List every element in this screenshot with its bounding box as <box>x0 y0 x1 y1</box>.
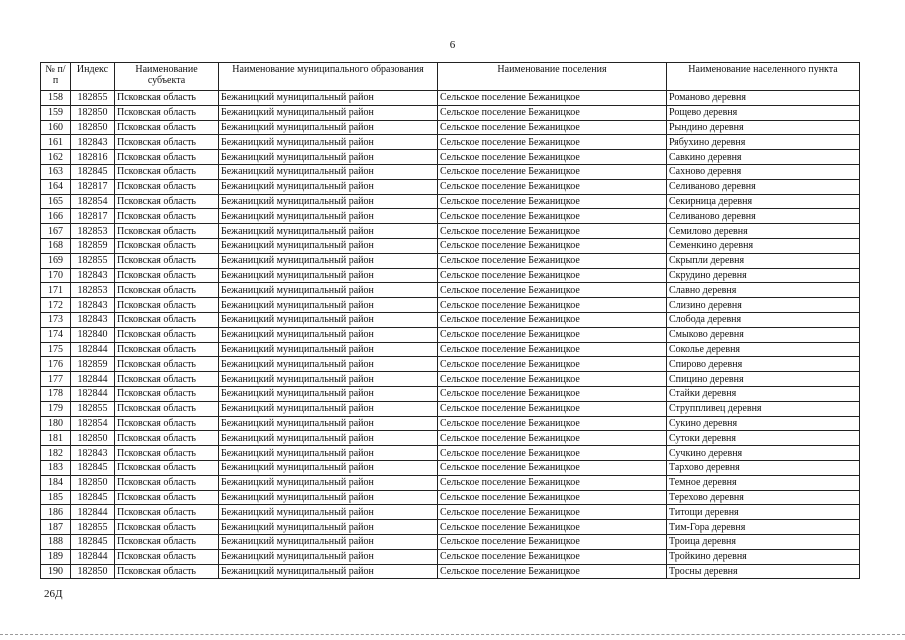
cell-index: 182844 <box>71 549 115 564</box>
header-municipal: Наименование муниципального образования <box>219 63 438 91</box>
cell-municipal: Бежаницкий муниципальный район <box>219 224 438 239</box>
cell-subject: Псковская область <box>115 386 219 401</box>
cell-subject: Псковская область <box>115 564 219 579</box>
cell-locality: Семилово деревня <box>667 224 860 239</box>
cell-index: 182845 <box>71 534 115 549</box>
cell-municipal: Бежаницкий муниципальный район <box>219 327 438 342</box>
cell-subject: Псковская область <box>115 179 219 194</box>
cell-locality: Секирница деревня <box>667 194 860 209</box>
cell-subject: Псковская область <box>115 238 219 253</box>
cell-settlement: Сельское поселение Бежаницкое <box>438 490 667 505</box>
table-row <box>41 357 860 372</box>
cell-locality: Тройкино деревня <box>667 549 860 564</box>
cell-settlement: Сельское поселение Бежаницкое <box>438 298 667 313</box>
cell-subject: Псковская область <box>115 209 219 224</box>
cell-subject: Псковская область <box>115 253 219 268</box>
cell-index: 182816 <box>71 150 115 165</box>
cell-index: 182855 <box>71 401 115 416</box>
header-settlement: Наименование поселения <box>438 63 667 91</box>
cell-settlement: Сельское поселение Бежаницкое <box>438 460 667 475</box>
cell-settlement: Сельское поселение Бежаницкое <box>438 520 667 535</box>
cell-settlement: Сельское поселение Бежаницкое <box>438 238 667 253</box>
cell-num: 183 <box>41 460 71 475</box>
cell-num: 160 <box>41 120 71 135</box>
cell-index: 182840 <box>71 327 115 342</box>
cell-municipal: Бежаницкий муниципальный район <box>219 298 438 313</box>
cell-num: 166 <box>41 209 71 224</box>
page-number: 6 <box>449 39 456 51</box>
table-row <box>41 253 860 268</box>
cell-municipal: Бежаницкий муниципальный район <box>219 268 438 283</box>
cell-municipal: Бежаницкий муниципальный район <box>219 283 438 298</box>
cell-settlement: Сельское поселение Бежаницкое <box>438 194 667 209</box>
table-row <box>41 372 860 387</box>
table-row <box>41 91 860 106</box>
cell-settlement: Сельское поселение Бежаницкое <box>438 549 667 564</box>
table-row <box>41 416 860 431</box>
cell-municipal: Бежаницкий муниципальный район <box>219 460 438 475</box>
cell-index: 182844 <box>71 372 115 387</box>
cell-municipal: Бежаницкий муниципальный район <box>219 416 438 431</box>
cell-locality: Сутоки деревня <box>667 431 860 446</box>
cell-subject: Псковская область <box>115 283 219 298</box>
cell-settlement: Сельское поселение Бежаницкое <box>438 150 667 165</box>
cell-settlement: Сельское поселение Бежаницкое <box>438 431 667 446</box>
cell-settlement: Сельское поселение Бежаницкое <box>438 253 667 268</box>
cell-subject: Псковская область <box>115 312 219 327</box>
cell-index: 182855 <box>71 253 115 268</box>
cell-locality: Славно деревня <box>667 283 860 298</box>
cell-settlement: Сельское поселение Бежаницкое <box>438 120 667 135</box>
cell-index: 182854 <box>71 194 115 209</box>
table-row <box>41 505 860 520</box>
cell-settlement: Сельское поселение Бежаницкое <box>438 342 667 357</box>
header-num: № п/п <box>41 63 71 91</box>
cell-locality: Рябухино деревня <box>667 135 860 150</box>
table-row <box>41 164 860 179</box>
cell-subject: Псковская область <box>115 268 219 283</box>
cell-index: 182843 <box>71 135 115 150</box>
cell-index: 182850 <box>71 431 115 446</box>
cell-municipal: Бежаницкий муниципальный район <box>219 534 438 549</box>
cell-num: 158 <box>41 91 71 106</box>
table-row <box>41 490 860 505</box>
table-row <box>41 150 860 165</box>
cell-index: 182844 <box>71 505 115 520</box>
table-row <box>41 298 860 313</box>
cell-num: 170 <box>41 268 71 283</box>
cell-index: 182850 <box>71 475 115 490</box>
cell-locality: Скрудино деревня <box>667 268 860 283</box>
table-row <box>41 446 860 461</box>
table-row <box>41 105 860 120</box>
cell-subject: Псковская область <box>115 342 219 357</box>
table-row <box>41 209 860 224</box>
cell-num: 171 <box>41 283 71 298</box>
cell-municipal: Бежаницкий муниципальный район <box>219 446 438 461</box>
cell-num: 187 <box>41 520 71 535</box>
cell-num: 172 <box>41 298 71 313</box>
cell-locality: Тросны деревня <box>667 564 860 579</box>
cell-municipal: Бежаницкий муниципальный район <box>219 150 438 165</box>
cell-subject: Псковская область <box>115 224 219 239</box>
cell-subject: Псковская область <box>115 401 219 416</box>
cell-index: 182845 <box>71 164 115 179</box>
cell-subject: Псковская область <box>115 105 219 120</box>
cell-index: 182859 <box>71 238 115 253</box>
table-row <box>41 460 860 475</box>
cell-num: 168 <box>41 238 71 253</box>
footer-code: 26Д <box>44 588 63 600</box>
cell-num: 169 <box>41 253 71 268</box>
table-row <box>41 534 860 549</box>
table-row <box>41 564 860 579</box>
table-row <box>41 179 860 194</box>
table-row <box>41 268 860 283</box>
cell-municipal: Бежаницкий муниципальный район <box>219 372 438 387</box>
cell-locality: Стайки деревня <box>667 386 860 401</box>
cell-settlement: Сельское поселение Бежаницкое <box>438 564 667 579</box>
cell-municipal: Бежаницкий муниципальный район <box>219 386 438 401</box>
header-locality: Наименование населенного пункта <box>667 63 860 91</box>
cell-municipal: Бежаницкий муниципальный район <box>219 505 438 520</box>
table-row <box>41 475 860 490</box>
cell-settlement: Сельское поселение Бежаницкое <box>438 534 667 549</box>
cell-settlement: Сельское поселение Бежаницкое <box>438 105 667 120</box>
cell-municipal: Бежаницкий муниципальный район <box>219 91 438 106</box>
cell-subject: Псковская область <box>115 327 219 342</box>
table-row <box>41 401 860 416</box>
cell-num: 180 <box>41 416 71 431</box>
cell-index: 182845 <box>71 490 115 505</box>
cell-index: 182844 <box>71 342 115 357</box>
cell-index: 182853 <box>71 224 115 239</box>
cell-subject: Псковская область <box>115 446 219 461</box>
cell-num: 175 <box>41 342 71 357</box>
cell-index: 182843 <box>71 446 115 461</box>
cell-num: 165 <box>41 194 71 209</box>
cell-locality: Терехово деревня <box>667 490 860 505</box>
table-row <box>41 194 860 209</box>
cell-municipal: Бежаницкий муниципальный район <box>219 105 438 120</box>
cell-subject: Псковская область <box>115 150 219 165</box>
table-row <box>41 312 860 327</box>
scan-edge-line <box>0 634 905 635</box>
cell-locality: Савкино деревня <box>667 150 860 165</box>
cell-municipal: Бежаницкий муниципальный район <box>219 120 438 135</box>
cell-municipal: Бежаницкий муниципальный район <box>219 520 438 535</box>
table-row <box>41 135 860 150</box>
cell-num: 167 <box>41 224 71 239</box>
cell-num: 173 <box>41 312 71 327</box>
cell-index: 182843 <box>71 298 115 313</box>
cell-subject: Псковская область <box>115 505 219 520</box>
cell-subject: Псковская область <box>115 520 219 535</box>
cell-num: 176 <box>41 357 71 372</box>
cell-num: 178 <box>41 386 71 401</box>
cell-index: 182854 <box>71 416 115 431</box>
cell-subject: Псковская область <box>115 164 219 179</box>
cell-index: 182817 <box>71 209 115 224</box>
cell-settlement: Сельское поселение Бежаницкое <box>438 446 667 461</box>
cell-locality: Селиваново деревня <box>667 179 860 194</box>
cell-num: 182 <box>41 446 71 461</box>
cell-index: 182850 <box>71 120 115 135</box>
cell-settlement: Сельское поселение Бежаницкое <box>438 268 667 283</box>
cell-num: 185 <box>41 490 71 505</box>
cell-locality: Тархово деревня <box>667 460 860 475</box>
cell-municipal: Бежаницкий муниципальный район <box>219 209 438 224</box>
cell-index: 182843 <box>71 312 115 327</box>
cell-subject: Псковская область <box>115 416 219 431</box>
cell-num: 163 <box>41 164 71 179</box>
cell-subject: Псковская область <box>115 372 219 387</box>
cell-municipal: Бежаницкий муниципальный район <box>219 401 438 416</box>
cell-num: 162 <box>41 150 71 165</box>
cell-settlement: Сельское поселение Бежаницкое <box>438 209 667 224</box>
cell-municipal: Бежаницкий муниципальный район <box>219 179 438 194</box>
cell-locality: Троица деревня <box>667 534 860 549</box>
cell-index: 182855 <box>71 520 115 535</box>
cell-locality: Титощи деревня <box>667 505 860 520</box>
cell-subject: Псковская область <box>115 431 219 446</box>
cell-num: 174 <box>41 327 71 342</box>
cell-locality: Темное деревня <box>667 475 860 490</box>
cell-settlement: Сельское поселение Бежаницкое <box>438 475 667 490</box>
cell-locality: Рощево деревня <box>667 105 860 120</box>
cell-num: 188 <box>41 534 71 549</box>
cell-settlement: Сельское поселение Бежаницкое <box>438 386 667 401</box>
cell-index: 182843 <box>71 268 115 283</box>
cell-subject: Псковская область <box>115 490 219 505</box>
cell-subject: Псковская область <box>115 120 219 135</box>
cell-index: 182844 <box>71 386 115 401</box>
cell-locality: Селиваново деревня <box>667 209 860 224</box>
cell-municipal: Бежаницкий муниципальный район <box>219 238 438 253</box>
table-row <box>41 520 860 535</box>
header-row <box>41 63 860 91</box>
cell-settlement: Сельское поселение Бежаницкое <box>438 372 667 387</box>
cell-municipal: Бежаницкий муниципальный район <box>219 164 438 179</box>
cell-locality: Слизино деревня <box>667 298 860 313</box>
cell-num: 189 <box>41 549 71 564</box>
cell-settlement: Сельское поселение Бежаницкое <box>438 179 667 194</box>
cell-num: 181 <box>41 431 71 446</box>
table-header <box>41 63 860 91</box>
cell-index: 182850 <box>71 564 115 579</box>
cell-locality: Струппливец деревня <box>667 401 860 416</box>
cell-locality: Тим-Гора деревня <box>667 520 860 535</box>
table-row <box>41 120 860 135</box>
cell-subject: Псковская область <box>115 194 219 209</box>
table-row <box>41 431 860 446</box>
cell-index: 182845 <box>71 460 115 475</box>
cell-index: 182817 <box>71 179 115 194</box>
table-row <box>41 224 860 239</box>
cell-settlement: Сельское поселение Бежаницкое <box>438 327 667 342</box>
cell-num: 179 <box>41 401 71 416</box>
cell-municipal: Бежаницкий муниципальный район <box>219 549 438 564</box>
cell-municipal: Бежаницкий муниципальный район <box>219 194 438 209</box>
cell-locality: Спицино деревня <box>667 372 860 387</box>
cell-municipal: Бежаницкий муниципальный район <box>219 564 438 579</box>
cell-locality: Семенкино деревня <box>667 238 860 253</box>
cell-subject: Псковская область <box>115 298 219 313</box>
settlements-table <box>40 62 860 579</box>
cell-locality: Смыково деревня <box>667 327 860 342</box>
table-body <box>41 91 860 579</box>
cell-subject: Псковская область <box>115 534 219 549</box>
cell-municipal: Бежаницкий муниципальный район <box>219 135 438 150</box>
cell-settlement: Сельское поселение Бежаницкое <box>438 416 667 431</box>
cell-num: 184 <box>41 475 71 490</box>
cell-num: 190 <box>41 564 71 579</box>
cell-subject: Псковская область <box>115 135 219 150</box>
cell-num: 161 <box>41 135 71 150</box>
cell-locality: Рындино деревня <box>667 120 860 135</box>
table-row <box>41 283 860 298</box>
cell-settlement: Сельское поселение Бежаницкое <box>438 312 667 327</box>
cell-index: 182855 <box>71 91 115 106</box>
cell-settlement: Сельское поселение Бежаницкое <box>438 135 667 150</box>
cell-num: 177 <box>41 372 71 387</box>
cell-subject: Псковская область <box>115 549 219 564</box>
cell-subject: Псковская область <box>115 475 219 490</box>
header-subject: Наименование субъекта <box>115 63 219 91</box>
cell-settlement: Сельское поселение Бежаницкое <box>438 224 667 239</box>
table-row <box>41 386 860 401</box>
cell-municipal: Бежаницкий муниципальный район <box>219 342 438 357</box>
table-row <box>41 327 860 342</box>
cell-locality: Сучкино деревня <box>667 446 860 461</box>
cell-subject: Псковская область <box>115 91 219 106</box>
cell-settlement: Сельское поселение Бежаницкое <box>438 283 667 298</box>
cell-settlement: Сельское поселение Бежаницкое <box>438 505 667 520</box>
table-row <box>41 549 860 564</box>
cell-num: 159 <box>41 105 71 120</box>
cell-settlement: Сельское поселение Бежаницкое <box>438 401 667 416</box>
header-index: Индекс <box>71 63 115 91</box>
cell-num: 186 <box>41 505 71 520</box>
cell-num: 164 <box>41 179 71 194</box>
cell-locality: Сукино деревня <box>667 416 860 431</box>
cell-municipal: Бежаницкий муниципальный район <box>219 490 438 505</box>
cell-locality: Сахново деревня <box>667 164 860 179</box>
cell-municipal: Бежаницкий муниципальный район <box>219 253 438 268</box>
cell-locality: Спирово деревня <box>667 357 860 372</box>
cell-subject: Псковская область <box>115 460 219 475</box>
cell-municipal: Бежаницкий муниципальный район <box>219 475 438 490</box>
cell-locality: Слобода деревня <box>667 312 860 327</box>
table-row <box>41 342 860 357</box>
cell-index: 182853 <box>71 283 115 298</box>
table-row <box>41 238 860 253</box>
cell-municipal: Бежаницкий муниципальный район <box>219 312 438 327</box>
cell-locality: Соколье деревня <box>667 342 860 357</box>
cell-subject: Псковская область <box>115 357 219 372</box>
cell-settlement: Сельское поселение Бежаницкое <box>438 164 667 179</box>
cell-municipal: Бежаницкий муниципальный район <box>219 357 438 372</box>
cell-index: 182850 <box>71 105 115 120</box>
cell-index: 182859 <box>71 357 115 372</box>
cell-locality: Скрыпли деревня <box>667 253 860 268</box>
cell-settlement: Сельское поселение Бежаницкое <box>438 91 667 106</box>
cell-locality: Романово деревня <box>667 91 860 106</box>
cell-municipal: Бежаницкий муниципальный район <box>219 431 438 446</box>
cell-settlement: Сельское поселение Бежаницкое <box>438 357 667 372</box>
